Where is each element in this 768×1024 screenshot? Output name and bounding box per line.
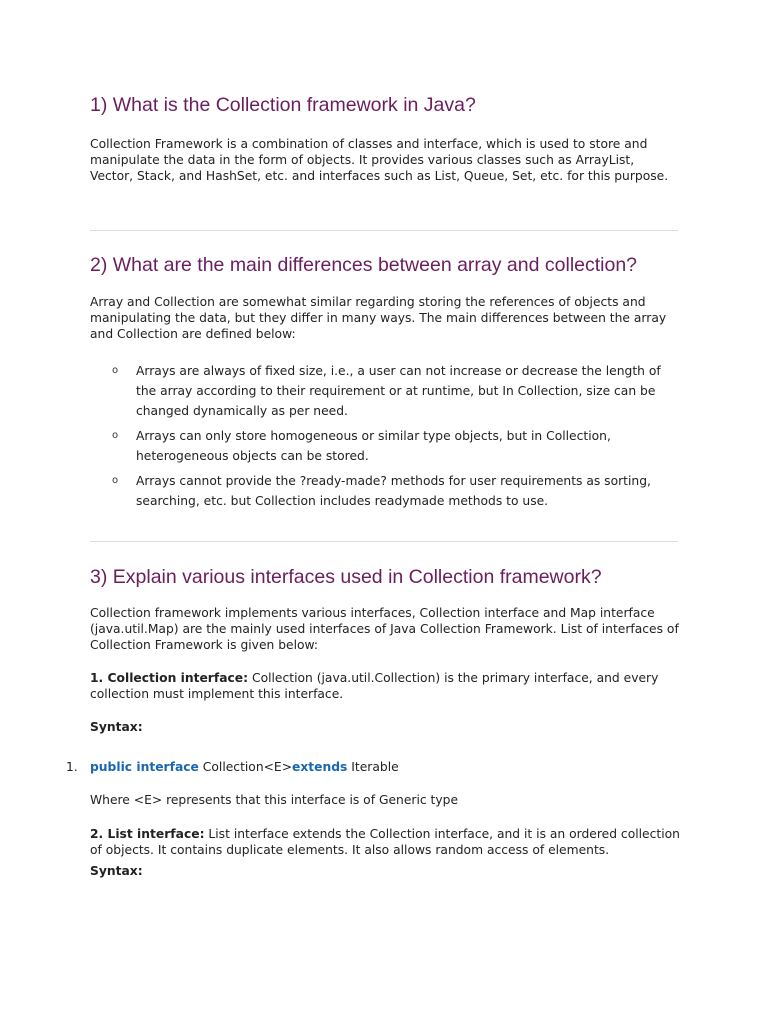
code-text: Iterable [347, 760, 399, 774]
question-3-title: 3) Explain various interfaces used in Collection framework? [90, 566, 602, 588]
bullet-icon: o [112, 430, 119, 441]
collection-interface-text: Collection (java.util.Collection) is the primary interface, and every collection must implement this interface. [90, 671, 659, 701]
bullet-icon: o [112, 475, 119, 486]
code-text: Collection<E> [198, 760, 292, 774]
generic-type-note: Where <E> represents that this interface is of Generic type [90, 793, 459, 807]
list-item-text: Arrays can only store homogeneous or similar type objects, but in Collection, heterogeneous objects can be stored. [136, 429, 611, 463]
question-1-answer: Collection Framework is a combination of classes and interface, which is used to store and manipulate the data in the form of objects. It provides various classes such as ArrayList, Vector, Stack, and HashSet, etc. and interfaces such as List, Queue, Set, etc. for this purpose. [90, 137, 669, 183]
code-line-number: 1. [66, 760, 78, 774]
question-2-intro: Array and Collection are somewhat similar regarding storing the references of objects and manipulating the data, but they differ in many ways. The main differences between the array and Collection are defined below: [90, 295, 667, 341]
code-keyword: public interface [90, 760, 199, 774]
list-item [112, 426, 682, 466]
collection-interface-heading: 1. Collection interface: [90, 671, 249, 685]
code-snippet [66, 759, 399, 775]
list-interface-text: List interface extends the Collection interface, and it is an ordered collection of objects. It contains duplicate elements. It also allows random access of elements. [90, 827, 680, 857]
question-3-intro: Collection framework implements various interfaces, Collection interface and Map interface (java.util.Map) are the mainly used interfaces of Java Collection Framework. List of interfaces of Collection Framework is given below: [90, 606, 679, 652]
question-1-title: 1) What is the Collection framework in Java? [90, 94, 476, 116]
syntax-label: Syntax: [90, 864, 143, 878]
section-divider [90, 230, 678, 231]
code-keyword: extends [292, 760, 348, 774]
list-interface-heading: 2. List interface: [90, 827, 205, 841]
bullet-icon: o [112, 365, 119, 376]
question-2-title: 2) What are the main differences between array and collection? [90, 254, 638, 276]
list-item-text: Arrays cannot provide the ?ready-made? methods for user requirements as sorting, searching, etc. but Collection includes readymade methods to use. [136, 474, 651, 508]
collection-interface-paragraph [90, 670, 680, 702]
section-divider [90, 541, 678, 542]
list-item-text: Arrays are always of fixed size, i.e., a user can not increase or decrease the length of the array according to their requirement or at runtime, but In Collection, size can be changed dynamically as per need. [136, 364, 661, 418]
differences-list [112, 361, 682, 511]
syntax-label: Syntax: [90, 720, 143, 734]
list-item [112, 361, 682, 421]
list-interface-paragraph [90, 826, 680, 858]
list-item [112, 471, 682, 511]
